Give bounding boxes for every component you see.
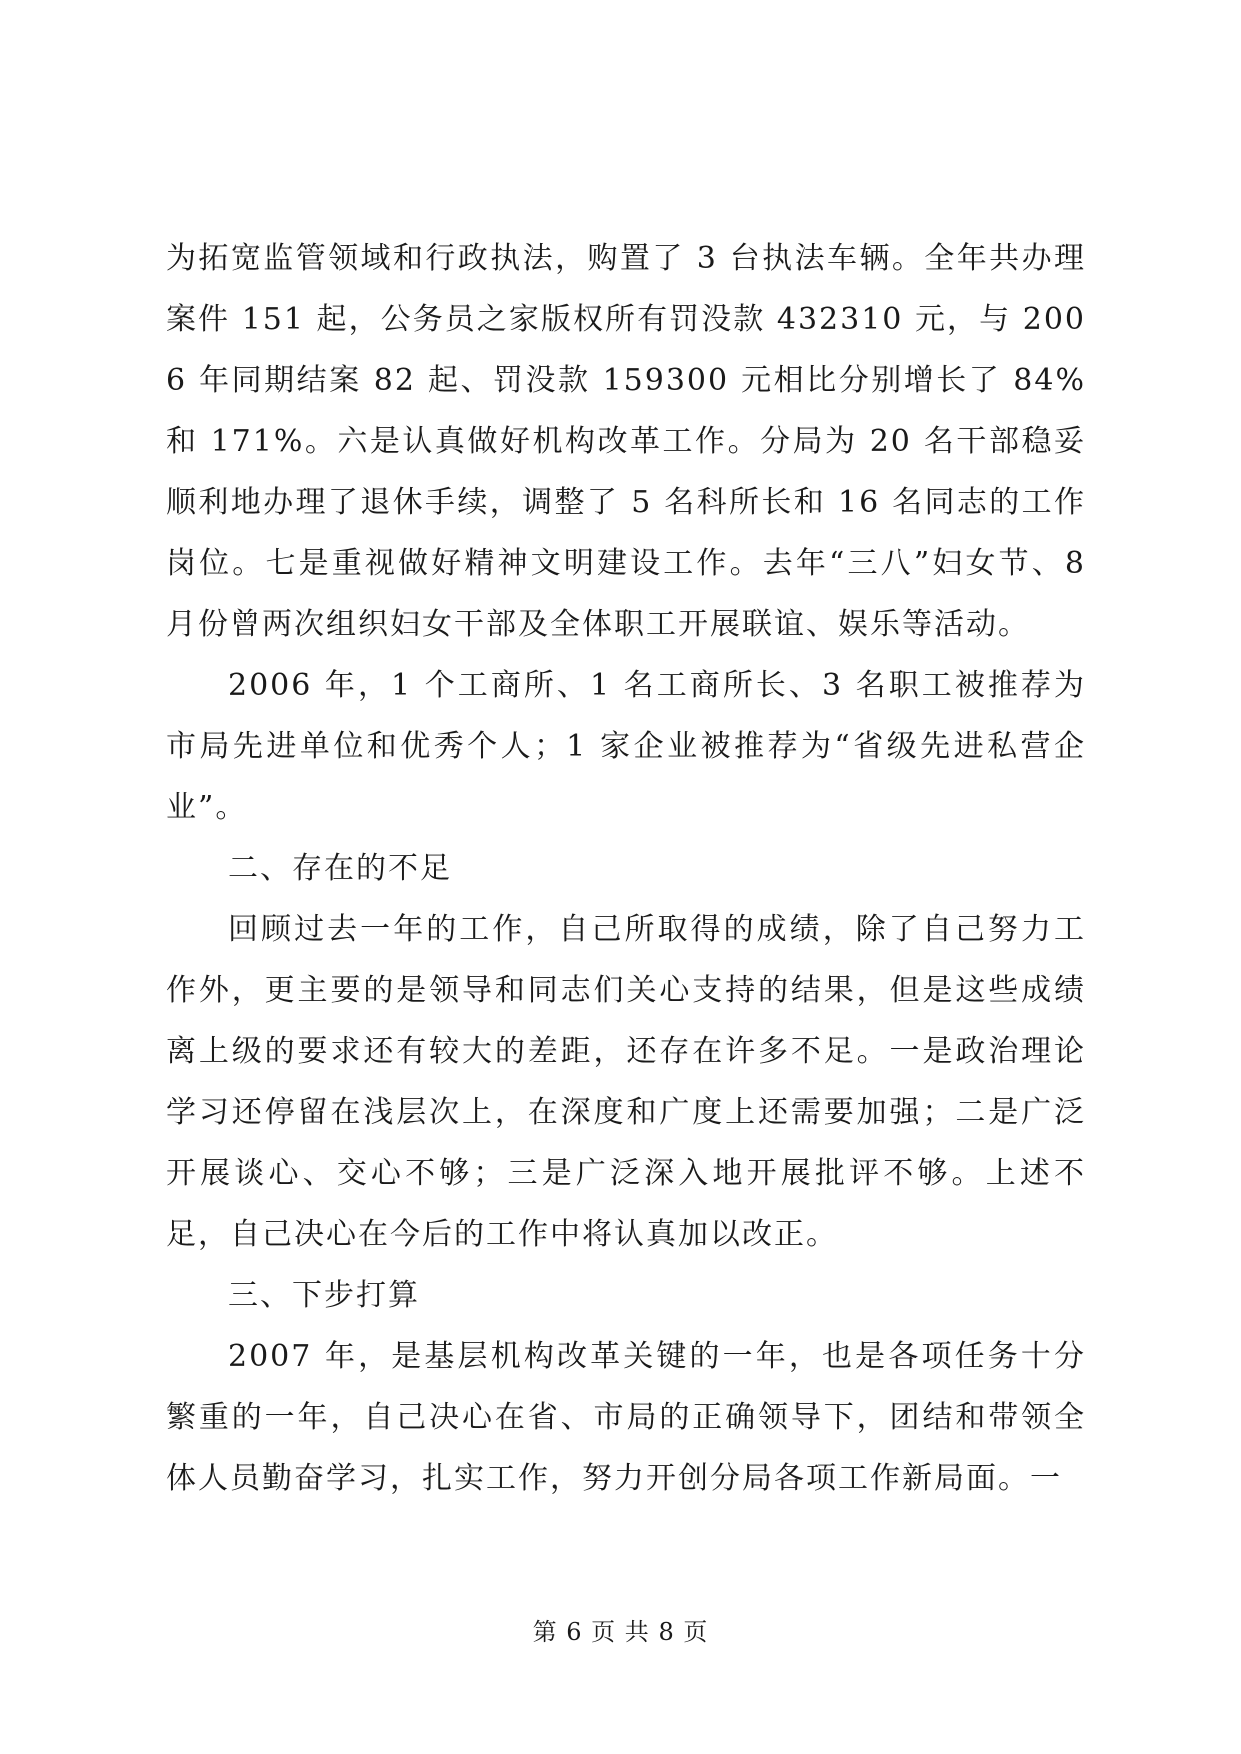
section-heading-shortcomings: 二、存在的不足	[228, 851, 452, 886]
section-heading-next-steps: 三、下步打算	[228, 1278, 420, 1313]
page-number: 第 6 页 共 8 页	[532, 1618, 709, 1646]
paragraph-1: 为拓宽监管领域和行政执法，购置了 3 台执法车辆。全年共办理案件 151 起，公务员之家版权所有罚没款 432310 元，与 2006 年同期结案 82 起、罚没款 159300 元相比分别增长了 84%和 171%。六是认真做好机构改革工作。分局为 20 名干部稳妥顺利地办理了退休手续，调整了 5 名科所长和 16 名同志的工作岗位。七是重视做好精神文明建设工作。去年“三八”妇女节、8 月份曾两次组织妇女干部及全体职工开展联谊、娱乐等活动。	[166, 241, 1086, 642]
document-body	[166, 228, 1086, 1509]
page-footer	[0, 1612, 1241, 1647]
paragraph-2: 2006 年，1 个工商所、1 名工商所长、3 名职工被推荐为市局先进单位和优秀个人；1 家企业被推荐为“省级先进私营企业”。	[166, 668, 1086, 825]
paragraph-4: 2007 年，是基层机构改革关键的一年，也是各项任务十分繁重的一年，自己决心在省、市局的正确领导下，团结和带领全体人员勤奋学习，扎实工作，努力开创分局各项工作新局面。一	[166, 1339, 1086, 1496]
paragraph-3: 回顾过去一年的工作，自己所取得的成绩，除了自己努力工作外，更主要的是领导和同志们关心支持的结果，但是这些成绩离上级的要求还有较大的差距，还存在许多不足。一是政治理论学习还停留在浅层次上，在深度和广度上还需要加强；二是广泛开展谈心、交心不够；三是广泛深入地开展批评不够。上述不足，自己决心在今后的工作中将认真加以改正。	[166, 912, 1086, 1252]
